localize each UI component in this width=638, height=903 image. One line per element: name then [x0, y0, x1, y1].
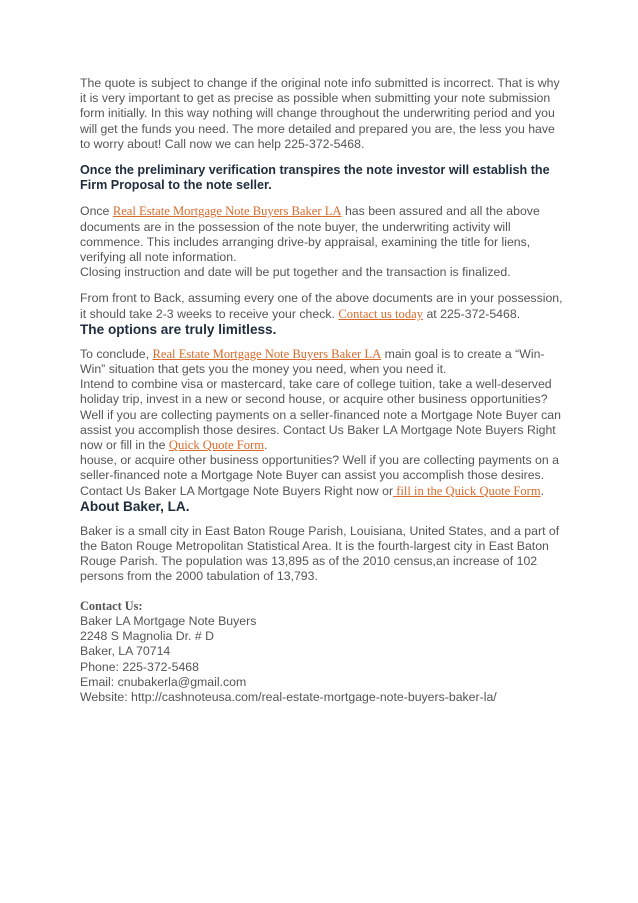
- contact-street: 2248 S Magnolia Dr. # D: [80, 629, 214, 644]
- timeline-text-end: at 225-372-5468.: [423, 306, 521, 321]
- house-text: house, or acquire other business opportunities? Well if you are collecting payments on a seller-financed note a Mortgage Note Buyer can assist you accomplish those desires. Contact Us Baker LA Mortgage Note Buyers Right now or: [80, 453, 559, 498]
- contact-website: Website: http://cashnoteusa.com/real-estate-mortgage-note-buyers-baker-la/: [80, 689, 497, 704]
- intend-text: Intend to combine visa or mastercard, take care of college tuition, take a well-deserved holiday trip, invest in a new or second house, or acquire other business opportunities? Well if you are collecting payments on a seller-financed note a Mortgage Note Buyer can assist you accomplish those desires. Contact Us Baker LA Mortgage Note Buyers Right now or fill in the: [80, 377, 561, 453]
- house-paragraph: [80, 453, 564, 499]
- contact-block: [80, 599, 564, 705]
- timeline-text-start: From front to Back, assuming every one of the above documents are in your possession, it should take 2-3 weeks to receive your check.: [80, 291, 563, 321]
- verification-heading: Once the preliminary verification transpires the note investor will establish the Firm Proposal to the note seller.: [80, 163, 550, 193]
- about-heading: About Baker, LA.: [80, 498, 190, 514]
- assurance-text-end: has been assured and all the above documents are in the possession of the note buyer, the underwriting activity will commence. This includes arranging drive-by appraisal, examining the title for liens, verifying all note information.: [80, 204, 540, 265]
- mortgage-note-buyers-link-2[interactable]: Real Estate Mortgage Note Buyers Baker LA: [152, 346, 382, 361]
- options-heading: The options are truly limitless.: [80, 321, 277, 337]
- conclusion-text-end: main goal is to create a “Win-Win” situation that gets you the money you need, when you need it.: [80, 346, 545, 377]
- contact-label: Contact Us:: [80, 598, 143, 613]
- contact-email: Email: cnubakerla@gmail.com: [80, 674, 247, 689]
- assurance-paragraph: [80, 204, 564, 265]
- contact-phone: Phone: 225-372-5468: [80, 659, 199, 674]
- fill-quick-quote-form-link[interactable]: fill in the Quick Quote Form: [393, 483, 541, 498]
- intend-period: .: [264, 438, 268, 453]
- contact-city: Baker, LA 70714: [80, 644, 171, 659]
- intend-paragraph: [80, 377, 564, 453]
- document-page: [80, 76, 564, 705]
- assurance-text-start: Once: [80, 204, 113, 219]
- contact-name: Baker LA Mortgage Note Buyers: [80, 613, 257, 628]
- contact-us-today-link[interactable]: Contact us today: [338, 306, 424, 321]
- conclusion-paragraph: [80, 347, 564, 377]
- house-period: .: [540, 483, 545, 498]
- closing-paragraph: Closing instruction and date will be put together and the transaction is finalized.: [80, 265, 511, 280]
- conclusion-text-start: To conclude,: [80, 346, 153, 361]
- mortgage-note-buyers-link[interactable]: Real Estate Mortgage Note Buyers Baker LA: [112, 204, 342, 219]
- timeline-paragraph: [80, 291, 564, 321]
- intro-paragraph: The quote is subject to change if the original note info submitted is incorrect. That is why it is very important to get as precise as possible when submitting your note submission form initially. In this way nothing will change throughout the underwriting period and you will get the funds you need. The more detailed and prepared you are, the less you have to worry about! Call now we can help 225-372-5468.: [80, 76, 560, 151]
- about-paragraph: Baker is a small city in East Baton Rouge Parish, Louisiana, United States, and a part of the Baton Rouge Metropolitan Statistical Area. It is the fourth-largest city in East Baton Rouge Parish. The population was 13,895 as of the 2010 census,an increase of 102 persons from the 2000 tabulation of 13,793.: [80, 523, 560, 584]
- quick-quote-form-link[interactable]: Quick Quote Form: [168, 438, 265, 453]
